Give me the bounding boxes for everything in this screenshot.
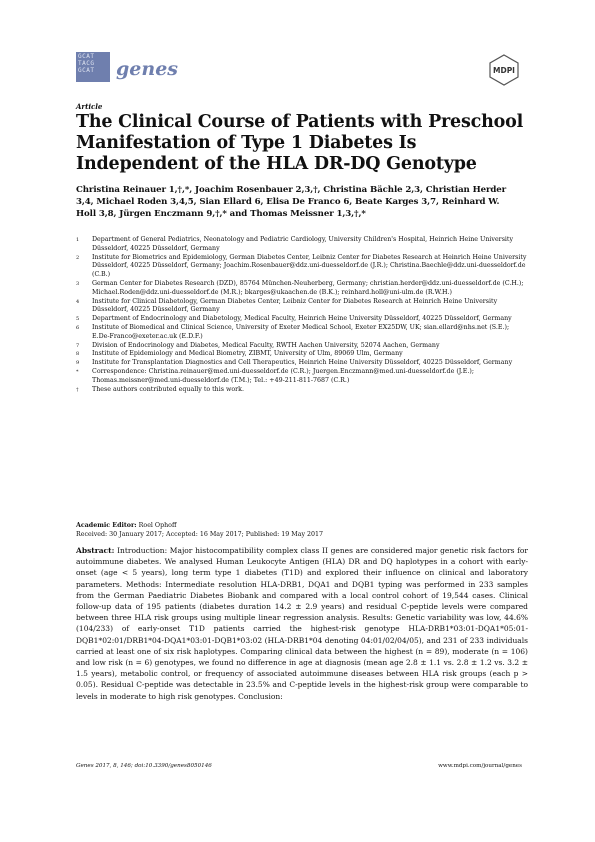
affiliation-text: German Center for Diabetes Research (DZD), 85764 München-Neuherberg, Germany; christian.herder@ddz.uni-duesseldorf.de (C.H.); Michael.Roden@ddz.uni-duesseldorf.de (M.R.); bkarges@ukaachen.de (B.K.); reinhard.holl@uni-ulm.de (R.W.H.) — [92, 279, 524, 296]
affiliation-number: 8 — [76, 351, 80, 358]
correspondence — [76, 368, 528, 386]
affiliation-item — [76, 342, 528, 351]
article-type: Article — [76, 102, 103, 111]
publisher-name: MDPI — [493, 66, 515, 75]
affiliation-number: 9 — [76, 360, 80, 367]
affiliation-item — [76, 298, 528, 316]
affiliation-number: † — [76, 386, 79, 393]
affiliation-text: Division of Endocrinology and Diabetes, Medical Faculty, RWTH Aachen University, 52074 Aachen, Germany — [92, 341, 440, 349]
affiliation-number: 3 — [76, 280, 80, 287]
affiliation-number: 5 — [76, 316, 80, 323]
journal-name: genes — [116, 58, 178, 80]
affiliation-item — [76, 280, 528, 298]
affiliation-text: Correspondence: Christina.reinauer@med.uni-duesseldorf.de (C.R.); Juergen.Enczmann@med.uni-duesseldorf.de (J.E.); Thomas.meissner@med.uni-duesseldorf.de (T.M.); Tel.: +49-211-811-7687 (C.R.) — [92, 367, 474, 384]
affiliation-number: * — [76, 368, 79, 375]
journal-header — [76, 52, 520, 88]
affiliation-text: Institute of Epidemiology and Medical Biometry, ZIBMT, University of Ulm, 89069 Ulm, Germany — [92, 350, 403, 358]
logo-line: GCAT — [78, 53, 95, 60]
affiliation-item — [76, 236, 528, 254]
affiliation-text: Department of Endocrinology and Diabetology, Medical Faculty, Heinrich Heine University Düsseldorf, 40225 Düsseldorf, Germany — [92, 315, 512, 323]
affiliation-text: Institute for Clinical Diabetology, German Diabetes Center, Leibniz Center for Diabetes Research at Heinrich Heine University Düsseldorf, 40225 Düsseldorf, Germany — [92, 297, 498, 314]
affiliation-item — [76, 315, 528, 324]
journal-logo — [76, 52, 110, 82]
equal-contribution-note — [76, 386, 528, 395]
footer-url[interactable]: www.mdpi.com/journal/genes — [438, 763, 522, 769]
affiliation-number: 2 — [76, 254, 80, 261]
affiliation-item — [76, 359, 528, 368]
publication-dates: Received: 30 January 2017; Accepted: 16 May 2017; Published: 19 May 2017 — [76, 530, 324, 538]
affiliation-item — [76, 350, 528, 359]
academic-editor — [76, 522, 528, 531]
affiliation-number: 6 — [76, 324, 80, 331]
affiliation-text: Institute of Biomedical and Clinical Science, University of Exeter Medical School, Exeter EX25DW, UK; sian.ellard@nhs.net (S.E.); E.De-Franco@exeter.ac.uk (E.D.F.) — [92, 323, 510, 340]
affiliation-number: 7 — [76, 342, 80, 349]
affiliations — [76, 236, 528, 394]
affiliation-text: Institute for Transplantation Diagnostics and Cell Therapeutics, Heinrich Heine University Düsseldorf, 40225 Düsseldorf, Germany — [92, 359, 513, 367]
affiliation-item — [76, 254, 528, 280]
mdpi-logo-icon — [488, 54, 520, 86]
editor-label: Academic Editor: — [76, 522, 137, 529]
affiliation-text: Institute for Biometrics and Epidemiology, German Diabetes Center, Leibniz Center for Diabetes Research at Heinrich Heine University Düsseldorf, 40225 Düsseldorf, Germany; Joachim.Rosenbauer@ddz.uni-duesseldorf.de (J.R.); Christina.Baechle@ddz.uni-duesseldorf.de (C.B.) — [92, 253, 527, 279]
logo-line: TACG — [78, 60, 95, 67]
abstract-label: Abstract: — [76, 546, 115, 555]
editor-name: Roel Ophoff — [138, 522, 177, 529]
abstract-text: Introduction: Major histocompatibility complex class II genes are considered major genetic risk factors for autoimmune diabetes. We analysed Human Leukocyte Antigen (HLA) DR and DQ haplotypes in a cohort with early-onset (age < 5 years), long term type 1 diabetes (T1D) and explored their influence on clinical and laboratory parameters. Methods: Intermediate resolution HLA-DRB1, DQA1 and DQB1 typing was performed in 233 samples from the German Paediatric Diabetes Biobank and compared with a local control cohort of 19,544 cases. Clinical follow-up data of 195 patients (diabetes duration 14.2 ± 2.9 years) and residual C-peptide levels were compared between three HLA risk groups using multiple linear regression analysis. Results: Genetic variability was low, 44.6% (104/233) of early-onset T1D patients carried the highest-risk genotype HLA-DRB1*03:01-DQA1*05:01-DQB1*02:01/DRB1*04-DQA1*03:01-DQB1*03:02 (HLA-DRB1*04 denoting 04:01/02/04/05), and 231 of 233 individuals carried at least one of six risk haplotypes. Comparing clinical data between the highest (n = 89), moderate (n = 106) and low risk (n = 6) genotypes, we found no difference in age at diagnosis (mean age 2.8 ± 1.1 vs. 2.8 ± 1.2 vs. 3.2 ± 1.5 years), metabolic control, or frequency of associated autoimmune diseases between HLA risk groups (each p > 0.05). Residual C-peptide was detectable in 23.5% and C-peptide levels in the highest-risk group were comparable to levels in moderate to high risk genotypes. Conclusion: — [76, 546, 528, 701]
paper-title: The Clinical Course of Patients with Preschool Manifestation of Type 1 Diabetes Is Independent of the HLA DR-DQ Genotype — [76, 112, 524, 174]
affiliation-item — [76, 324, 528, 342]
abstract — [76, 545, 528, 702]
author-list: Christina Reinauer 1,†,*, Joachim Rosenbauer 2,3,†, Christina Bächle 2,3, Christian Herder 3,4, Michael Roden 3,4,5, Sian Ellard 6, Elisa De Franco 6, Beate Karges 3,7, Reinhard W. Holl 3,8, Jürgen Enczmann 9,†,* and Thomas Meissner 1,3,†,* — [76, 185, 507, 220]
footer-citation: Genes 2017, 8, 146; doi:10.3390/genes8050146 — [76, 763, 212, 769]
affiliation-text: These authors contributed equally to this work. — [92, 385, 244, 393]
affiliation-number: 4 — [76, 298, 80, 305]
affiliation-text: Department of General Pediatrics, Neonatology and Pediatric Cardiology, University Children's Hospital, Heinrich Heine University Düsseldorf, 40225 Düsseldorf, Germany — [92, 236, 514, 252]
editor-and-dates — [76, 522, 528, 540]
logo-line: GCAT — [78, 67, 95, 74]
affiliation-number: 1 — [76, 237, 80, 243]
